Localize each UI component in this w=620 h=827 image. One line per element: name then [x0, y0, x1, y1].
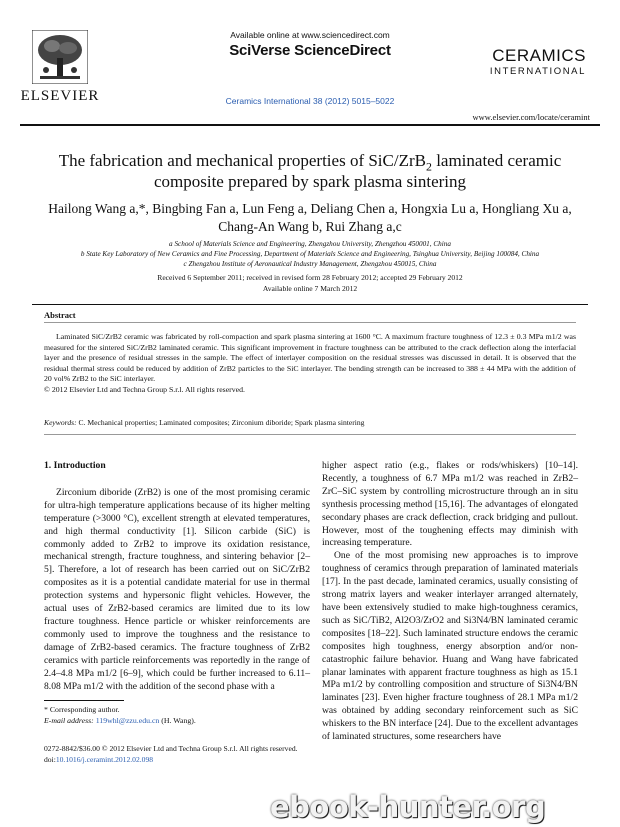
left-column — [44, 460, 310, 693]
authors-line2: Chang-An Wang b, Rui Zhang a,c — [218, 219, 402, 234]
article-title: The fabrication and mechanical properties of SiC/ZrB$_2$ laminated ceramic composite prepared by spark plasma sintering — [58, 151, 562, 191]
keywords-text: C. Mechanical properties; Laminated composites; Zirconium diboride; Spark plasma sintering — [76, 418, 365, 427]
paragraph: higher aspect ratio (e.g., flakes or rods/whiskers) [10–14]. Recently, a toughness of 6.7 MPa m1/2 was reached in ZrB2–ZrC–SiC system by controlling microstructure through an in situ synthesis processing method [15,16]. The advantages of elongated secondary phases are crack deflection, crack bridging and pullout. However, most of the toughening effects may diminish with increasing temperature. — [322, 460, 578, 549]
email-link[interactable]: 119whl@zzu.edu.cn — [95, 716, 160, 725]
paragraph: Zirconium diboride (ZrB2) is one of the most promising ceramic for ultra-high temperature applications because of its higher melting temperature (>3000 °C), excellent strength at elevated temperatures, and high thermal conductivity [1]. Silicon carbide (SiC) is commonly added to ZrB2 to improve its oxidation resistance, mechanical strength, fracture toughness, and sintering behavior [2–5]. Therefore, a lot of research has been carried out on SiC/ZrB2 composites as it is a potential candidate material for use in thermal protection systems and hypersonic flight vehicles. However, the actual uses of ZrB2-based ceramics are limited due to its low fracture toughness. Hence particle or whisker reinforcements are commonly used to improve the toughness and the resistance to damage of ZrB2-based ceramics. The fracture toughness of ZrB2 ceramics with particle reinforcements was reportedly in the range of 2.4–4.8 MPa m1/2 [6–9], which could be further increased to 6.11–8.08 MPa m1/2 with the addition of the second phase with a — [44, 486, 310, 692]
elsevier-tree-icon — [32, 30, 88, 84]
watermark: ebook-hunter.org — [270, 790, 546, 824]
divider — [44, 434, 576, 435]
journal-url-link[interactable]: www.elsevier.com/locate/ceramint — [472, 112, 590, 122]
affiliation-b: b State Key Laboratory of New Ceramics and Fine Processing, Department of Materials Science and Engineering, Tsinghua University, Beijing 100084, China — [80, 250, 540, 258]
affiliation-a: a School of Materials Science and Engineering, Zhengzhou University, Zhengzhou 450001, China — [169, 240, 451, 248]
available-online: Available online at www.sciencedirect.com — [230, 30, 390, 40]
paragraph: One of the most promising new approaches is to improve toughness of ceramics through preparation of laminated materials [17]. In the past decade, laminated ceramics, usually consisting of strong matrix layers and weaker interlayer arranged alternately, have been extensively studied to make high-toughness ceramics, such as SiC/TiB2, Al2O3/ZrO2 and Si3N4/BN laminated ceramic composites [18–22]. Such laminated structure endows the ceramic composites high toughness, energy absorption and/or non-catastrophic failure behavior. Huang and Wang have fabricated planar laminates with apparent fracture toughness as high as 15.1 MPa m1/2 by controlling composition and structure of Si3N4/BN laminates [23]. Even higher fracture toughness of 28.1 MPa m1/2 was obtained by adding secondary reinforcement such as SiC whiskers to the BN interface [24]. Due to the excellent advantages of laminated structures, some researchers have — [322, 550, 578, 743]
sciencedirect-logo: SciVerse ScienceDirect — [229, 42, 391, 59]
affiliations — [20, 239, 600, 269]
divider — [44, 322, 576, 323]
elsevier-wordmark: ELSEVIER — [20, 88, 100, 104]
footnote — [44, 704, 196, 726]
corresponding-author: * Corresponding author. — [44, 705, 120, 714]
abstract-body: Laminated SiC/ZrB2 ceramic was fabricated by roll-compaction and spark plasma sintering at 1600 °C. A maximum fracture toughness of 12.3 ± 0.3 MPa m1/2 was measured for the sintered SiC/ZrB2 laminated ceramic. This significant improvement in fracture toughness can be attributed to the crack deflection along the interfacial layer and the presence of residual stresses in the sample. The effect of interlayer composition on the residual stresses was discussed in detail. It is observed that the residual thermal stress could be reduced by addition of ZrB2 particles to the SiC interlayer. The bending strength can be increased to 388 ± 44 MPa with the addition of 20 vol% ZrB2 to the SiC interlayer. — [44, 332, 576, 384]
journal-title-line2: INTERNATIONAL — [489, 66, 586, 77]
doi-line: doi:10.1016/j.ceramint.2012.02.098 — [44, 754, 154, 764]
abstract-text — [44, 332, 576, 396]
abstract-copyright: © 2012 Elsevier Ltd and Techna Group S.r.l. All rights reserved. — [44, 384, 245, 394]
journal-header — [0, 0, 620, 132]
online-date: Available online 7 March 2012 — [262, 283, 358, 293]
section-heading: 1. Introduction — [44, 460, 106, 471]
author-list — [20, 200, 600, 236]
elsevier-logo — [20, 30, 100, 106]
right-column — [322, 460, 578, 744]
header-rule — [20, 124, 600, 126]
authors-line1: Hailong Wang a,*, Bingbing Fan a, Lun Feng a, Deliang Chen a, Hongxia Lu a, Hongliang Xu a, — [48, 201, 572, 216]
journal-citation-link[interactable]: Ceramics International 38 (2012) 5015–5022 — [225, 96, 395, 106]
doi-link[interactable]: 10.1016/j.ceramint.2012.02.098 — [55, 754, 154, 764]
issn-line — [44, 744, 298, 765]
journal-title-line1: CERAMICS — [492, 46, 586, 65]
email-line: E-mail address: 119whl@zzu.edu.cn (H. Wang). — [44, 716, 196, 725]
received-dates: Received 6 September 2011; received in revised form 28 February 2012; accepted 29 February 2012 — [157, 273, 463, 282]
footnote-rule — [44, 700, 124, 701]
abstract-heading: Abstract — [44, 310, 76, 320]
article-dates — [20, 273, 600, 294]
affiliation-c: c Zhengzhou Institute of Aeronautical Industry Management, Zhengzhou 450015, China — [183, 260, 437, 268]
keywords-label: Keywords: — [44, 418, 77, 427]
keywords — [44, 418, 576, 427]
divider — [32, 304, 588, 305]
issn-copyright: 0272-8842/$36.00 © 2012 Elsevier Ltd and Techna Group S.r.l. All rights reserved. — [44, 744, 298, 753]
